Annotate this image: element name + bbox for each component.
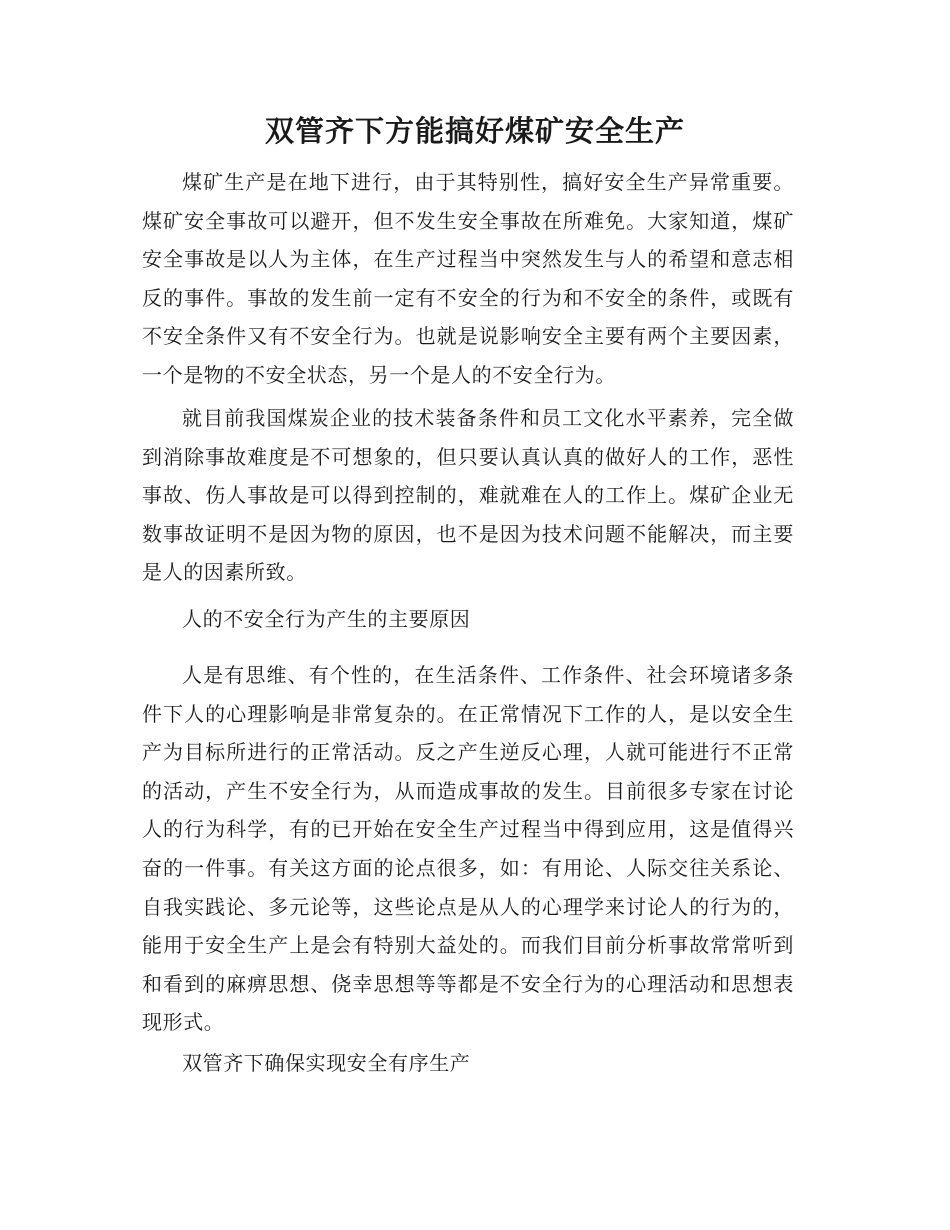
section-heading-dual-management: 双管齐下确保实现安全有序生产 [182,1051,471,1075]
section-heading-causes: 人的不安全行为产生的主要原因 [182,607,471,631]
document-title: 双管齐下方能搞好煤矿安全生产 [264,114,685,148]
paragraph-current-situation: 就目前我国煤炭企业的技术装备条件和员工文化水平素养，完全做到消除事故难度是不可想象的，但只要认真认真的做好人的工作，恶性事故、伤人事故是可以得到控制的，难就难在人的工作上。煤矿企业无数事故证明不是因为物的原因，也不是因为技术问题不能解决，而主要是人的因素所致。 [142,406,794,585]
paragraph-intro: 煤矿生产是在地下进行，由于其特别性，搞好安全生产异常重要。煤矿安全事故可以避开，但不发生安全事故在所难免。大家知道，煤矿安全事故是以人为主体，在生产过程当中突然发生与人的希望和意志相反的事件。事故的发生前一定有不安全的行为和不安全的条件，或既有不安全条件又有不安全行为。也就是说影响安全主要有两个主要因素，一个是物的不安全状态，另一个是人的不安全行为。 [142,170,794,387]
paragraph-causes: 人是有思维、有个性的，在生活条件、工作条件、社会环境诸多条件下人的心理影响是非常复杂的。在正常情况下工作的人，是以安全生产为目标所进行的正常活动。反之产生逆反心理，人就可能进行不正常的活动，产生不安全行为，从而造成事故的发生。目前很多专家在讨论人的行为科学，有的已开始在安全生产过程当中得到应用，这是值得兴奋的一件事。有关这方面的论点很多，如：有用论、人际交往关系论、自我实践论、多元论等，这些论点是从人的心理学来讨论人的行为的，能用于安全生产上是会有特别大益处的。而我们目前分析事故常常听到和看到的麻痹思想、侥幸思想等等都是不安全行为的心理活动和思想表现形式。 [142,663,794,1035]
